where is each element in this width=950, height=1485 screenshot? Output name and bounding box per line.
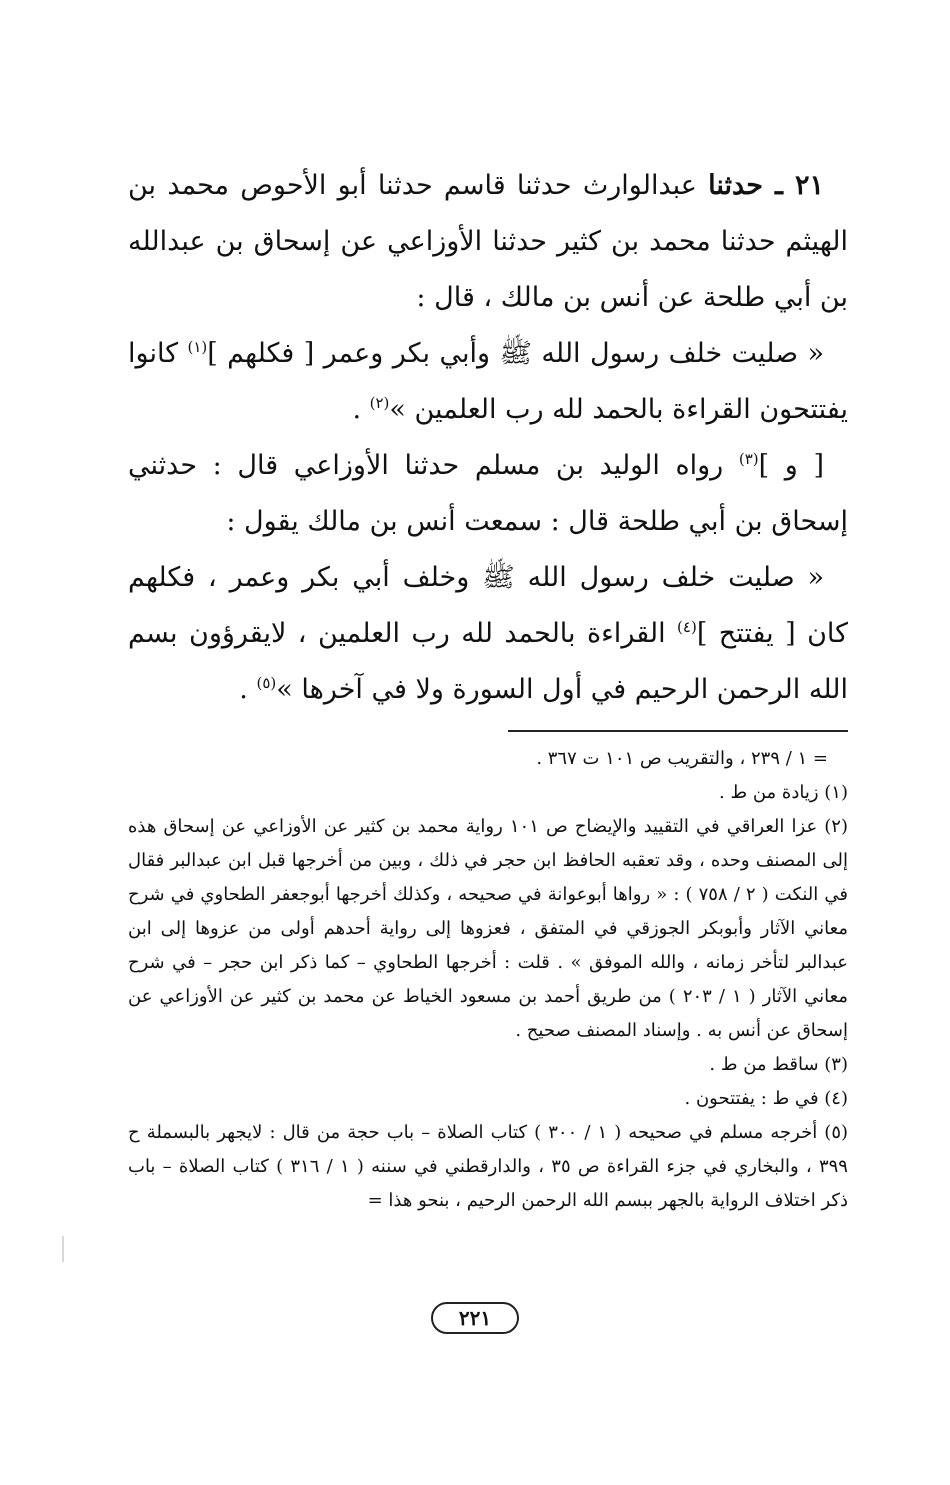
second-narration-isnad bbox=[128, 438, 848, 550]
footnote-5: (٥) أخرجه مسلم في صحيحه ( ١ / ٣٠٠ ) كتاب الصلاة – باب حجة من قال : لايجهر بالبسملة ح ٣٩٩ ، والبخاري في جزء القراءة ص ٣٥ ، والدارقطني في سننه ( ١ / ٣١٦ ) كتاب الصلاة – باب ذكر اختلاف الرواية بالجهر ببسم الله الرحمن الرحيم ، بنحو هذا = bbox=[128, 1122, 849, 1211]
second-narration-matn bbox=[128, 550, 848, 718]
footnote-1: (١) زيادة من ط . bbox=[719, 782, 848, 803]
footnote-ref-3: (٣) bbox=[738, 450, 759, 468]
footnote-separator bbox=[508, 730, 848, 732]
hadith-number: ٢١ ـ حدثنا bbox=[708, 170, 824, 201]
punctuation: . bbox=[352, 394, 362, 425]
margin-mark bbox=[62, 1236, 64, 1262]
page-number bbox=[0, 1302, 950, 1334]
footnote-ref-5: (٥) bbox=[256, 674, 277, 692]
footnote-4: (٤) في ط : يفتتحون . bbox=[684, 1088, 848, 1109]
footnote-3: (٣) ساقط من ط . bbox=[709, 1054, 848, 1075]
matn-text: « صليت خلف رسول الله ﷺ وخلف أبي بكر وعمر ، فكلهم كان [ يفتتح ] bbox=[128, 562, 849, 649]
footnotes bbox=[128, 742, 848, 1218]
isnad-text: رواه الوليد بن مسلم حدثنا الأوزاعي قال : حدثني إسحاق بن أبي طلحة قال : سمعت أنس بن مالك يقول : bbox=[128, 450, 848, 537]
footnote-2: (٢) عزا العراقي في التقييد والإيضاح ص ١٠١ رواية محمد بن كثير عن الأوزاعي عن إسحاق هذه إلى المصنف وحده ، وقد تعقبه الحافظ ابن حجر في ذلك ، وبين من أخرجها قبل ابن عبدالبر فقال في النكت ( ٢ / ٧٥٨ ) : « رواها أبوعوانة في صحيحه ، وكذلك أخرجها أبوجعفر الطحاوي في شرح معاني الآثار وأبوبكر الجوزقي في المتفق ، فعزوها إلى رواية أحدهم أولى من عزوها إلى ابن عبدالبر لتأخر زمانه ، والله الموفق » . قلت : أخرجها الطحاوي – كما ذكر ابن حجر – في شرح معاني الآثار ( ١ / ٢٠٣ ) من طريق أحمد بن مسعود الخياط عن محمد بن كثير عن الأوزاعي عن إسحاق عن أنس به . وإسناد المصنف صحيح . bbox=[128, 816, 848, 1041]
matn-text: كانوا يفتتحون القراءة بالحمد لله رب العلمين » bbox=[128, 338, 848, 425]
isnad-text: عبدالوارث حدثنا قاسم حدثنا أبو الأحوص محمد بن الهيثم حدثنا محمد بن كثير حدثنا الأوزاعي عن إسحاق بن عبدالله بن أبي طلحة عن أنس بن مالك ، قال : bbox=[128, 170, 848, 313]
main-text bbox=[128, 158, 848, 718]
hadith-21-isnad bbox=[128, 158, 848, 326]
matn-text: القراءة بالحمد لله رب العلمين ، لايقرؤون بسم الله الرحمن الرحيم في أول السورة ولا في آخرها » bbox=[128, 618, 848, 705]
footnote-ref-2: (٢) bbox=[369, 394, 390, 412]
hadith-21-matn bbox=[128, 326, 848, 438]
page-number-label: ٢٢١ bbox=[431, 1302, 519, 1334]
punctuation: . bbox=[239, 674, 248, 705]
bracket-text: [ و ] bbox=[758, 450, 824, 481]
footnote-ref-1: (١) bbox=[187, 338, 208, 356]
matn-text: « صليت خلف رسول الله ﷺ وأبي بكر وعمر [ فكلهم ] bbox=[207, 338, 824, 369]
footnote-carryover: = ١ / ٢٣٩ ، والتقريب ص ١٠١ ت ٣٦٧ . bbox=[536, 748, 828, 769]
footnote-ref-4: (٤) bbox=[677, 618, 697, 636]
